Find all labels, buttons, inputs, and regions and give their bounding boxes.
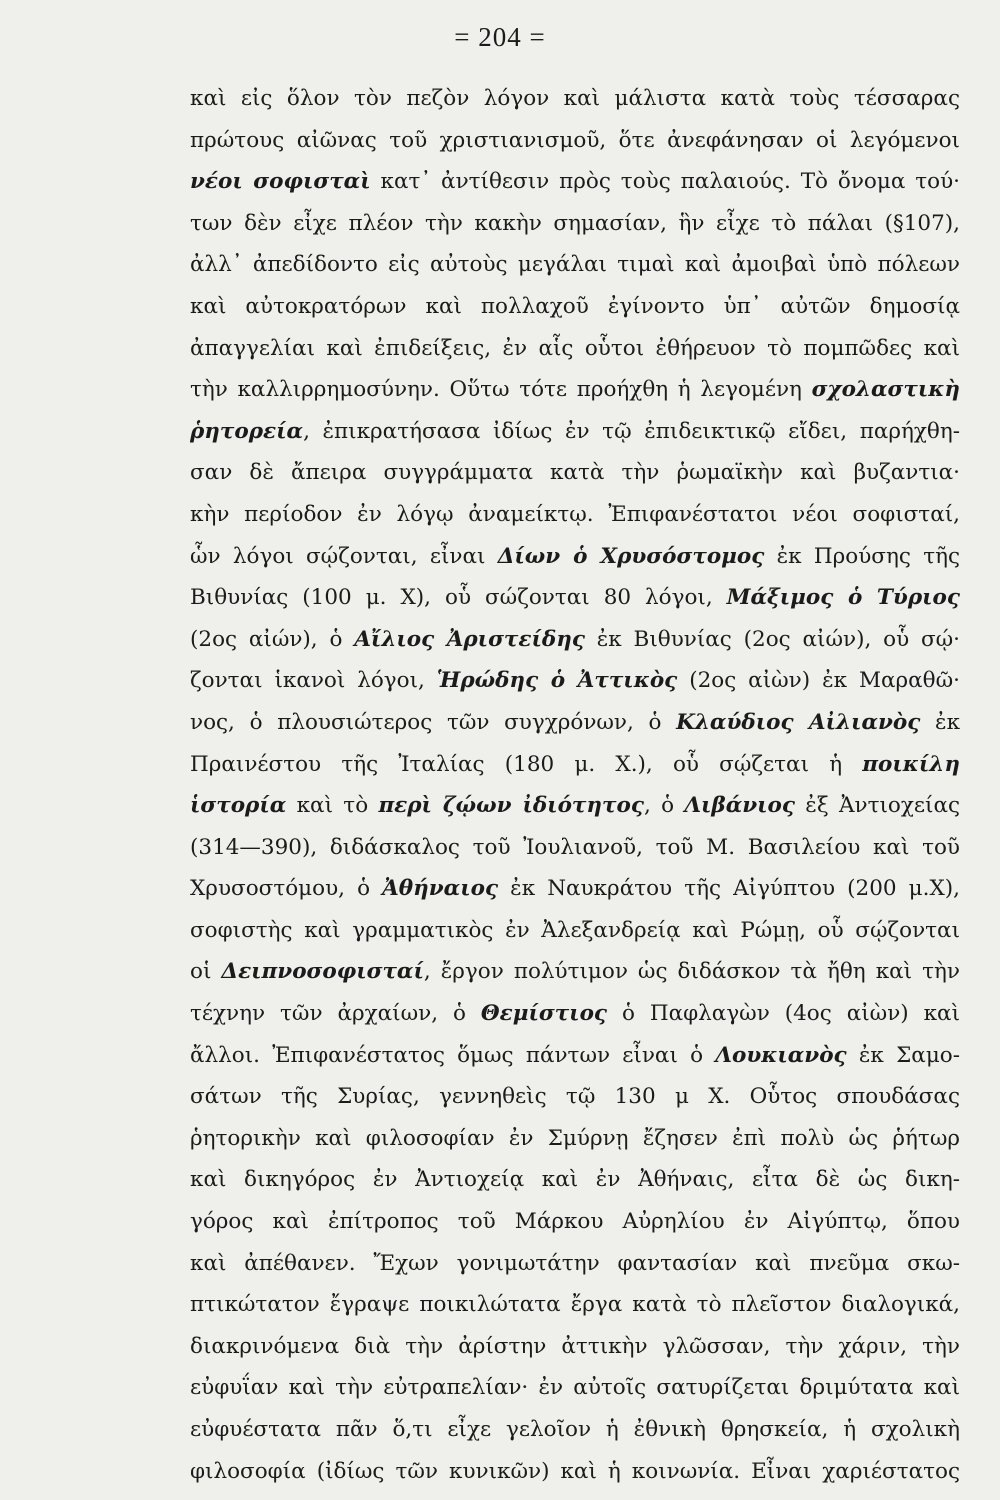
text-run: ἐκ Ναυκράτου τῆς Αἰγύπτου (200 μ.Χ), <box>498 876 960 902</box>
text-line <box>190 1284 960 1326</box>
text-run: Πραινέστου τῆς Ἰταλίας (180 μ. Χ.), οὗ σῴζεται ἡ <box>190 751 863 777</box>
text-line <box>190 78 960 120</box>
text-line <box>190 1201 960 1243</box>
text-run: πτικώτατον ἔγραψε ποικιλώτατα ἔργα κατὰ τὸ πλεῖστον διαλογικά, <box>190 1292 960 1318</box>
emphasized-term: Αἴλιος Ἀριστείδης <box>354 626 585 652</box>
text-run: καὶ τὸ <box>286 793 379 819</box>
text-run: ὧν λόγοι σῴζονται, εἶναι <box>190 543 498 569</box>
text-run: ἀπαγγελίαι καὶ ἐπιδείξεις, ἐν αἷς οὗτοι ἐθήρευον τὸ πομπῶδες καὶ <box>190 335 960 361</box>
text-line <box>190 1118 960 1160</box>
emphasized-term: ποικίλη <box>862 751 960 777</box>
emphasized-term: σχολαστικὴ <box>811 377 960 403</box>
text-line <box>190 411 960 453</box>
emphasized-term: ἱστορία <box>190 793 287 819</box>
text-run: ἐκ Προύσης τῆς <box>764 543 960 569</box>
text-run: πρώτους αἰῶνας τοῦ χριστιανισμοῦ, ὅτε ἀνεφάνησαν οἱ λεγόμενοι <box>190 127 960 153</box>
text-line <box>190 993 960 1035</box>
text-line <box>190 744 960 786</box>
text-line <box>190 120 960 162</box>
text-run: ἐκ <box>920 709 960 735</box>
text-run: εὐφυέστατα πᾶν ὅ,τι εἶχε γελοῖον ἡ ἐθνικὴ θρησκεία, ἡ σχολικὴ <box>190 1417 960 1442</box>
text-run: τέχνην τῶν ἀρχαίων, ὁ <box>190 1001 481 1027</box>
text-run: γόρος καὶ ἐπίτροπος τοῦ Μάρκου Αὐρηλίου ἐν Αἰγύπτῳ, ὅπου <box>190 1209 960 1235</box>
text-run: (2ος αἰών), ὁ <box>190 626 355 652</box>
text-line <box>190 1076 960 1118</box>
text-line <box>190 203 960 245</box>
text-line <box>190 910 960 952</box>
text-line <box>190 244 960 286</box>
emphasized-term: Ἡρώδης ὁ Ἀττικὸς <box>436 668 678 694</box>
text-line <box>190 827 960 869</box>
emphasized-term: Δειπνοσοφισταί <box>221 959 424 985</box>
text-line <box>190 577 960 619</box>
text-line <box>190 494 960 536</box>
text-run: σάτων τῆς Συρίας, γεννηθεὶς τῷ 130 μ Χ. Οὗτος σπουδάσας <box>190 1084 960 1110</box>
emphasized-term: ῥητορεία <box>190 418 304 444</box>
text-run: οἱ <box>190 959 222 985</box>
text-line <box>190 1409 960 1451</box>
text-run: καὶ ἀπέθανεν. Ἔχων γονιμωτάτην φαντασίαν καὶ πνεῦμα σκω- <box>190 1250 960 1276</box>
text-run: καὶ αὐτοκρατόρων καὶ πολλαχοῦ ἐγίνοντο ὑπ᾿ αὐτῶν δημοσίᾳ <box>190 293 960 319</box>
text-run: κὴν περίοδον ἐν λόγῳ ἀναμείκτῳ. Ἐπιφανέστατοι νέοι σοφισταί, <box>190 501 960 527</box>
text-line <box>190 1451 960 1493</box>
text-run: , ἔργον πολύτιμον ὡς διδάσκον τὰ ἤθη καὶ τὴν <box>423 959 960 985</box>
text-line <box>190 1243 960 1285</box>
text-run: των δὲν εἶχε πλέον τὴν κακὴν σημασίαν, ἣν εἶχε τὸ πάλαι (§107), <box>190 210 960 236</box>
text-line <box>190 328 960 370</box>
text-line <box>190 1159 960 1201</box>
text-run: ζονται ἱκανοὶ λόγοι, <box>190 668 437 694</box>
emphasized-term: περὶ ζῴων ἰδιότητος <box>378 793 644 819</box>
text-run: ἐκ Βιθυνίας (2ος αἰών), οὗ σῴ· <box>584 626 960 652</box>
text-run: ὁ Παφλαγὼν (4ος αἰὼν) καὶ <box>607 1001 960 1027</box>
text-line <box>190 536 960 578</box>
text-run: καὶ δικηγόρος ἐν Ἀντιοχείᾳ καὶ ἐν Ἀθήναις, εἶτα δὲ ὡς δικη- <box>190 1167 960 1193</box>
emphasized-term: Μάξιμος ὁ Τύριος <box>726 585 960 611</box>
text-line <box>190 1367 960 1409</box>
text-run: καὶ εἰς ὅλον τὸν πεζὸν λόγον καὶ μάλιστα κατὰ τοὺς τέσσαρας <box>190 86 960 111</box>
text-run: , ἐπικρατήσασα ἰδίως ἐν τῷ ἐπιδεικτικῷ εἴδει, παρήχθη- <box>303 418 960 444</box>
text-run: τὴν καλλιρρημοσύνην. Οὕτω τότε προήχθη ἡ λεγομένη <box>190 377 812 403</box>
text-run: νος, ὁ πλουσιώτερος τῶν συγχρόνων, ὁ <box>190 709 677 735</box>
text-line <box>190 161 960 203</box>
text-run: σοφιστὴς καὶ γραμματικὸς ἐν Ἀλεξανδρείᾳ καὶ Ρώμῃ, οὗ σῴζονται <box>190 917 960 943</box>
text-line <box>190 1035 960 1077</box>
text-line <box>190 452 960 494</box>
text-line <box>190 868 960 910</box>
emphasized-term: Λιβάνιος <box>684 793 795 819</box>
text-line <box>190 369 960 411</box>
text-run: διακρινόμενα διὰ τὴν ἀρίστην ἀττικὴν γλῶσσαν, τὴν χάριν, τὴν <box>190 1333 960 1359</box>
text-line <box>190 660 960 702</box>
text-line <box>190 619 960 661</box>
text-run: Χρυσοστόμου, ὁ <box>190 876 383 902</box>
emphasized-term: νέοι σοφισταὶ <box>190 169 371 195</box>
text-line <box>190 286 960 328</box>
text-run: σαν δὲ ἄπειρα συγγράμματα κατὰ τὴν ῥωμαϊκὴν καὶ βυζαντια· <box>190 460 960 486</box>
text-run: (314—390), διδάσκαλος τοῦ Ἰουλιανοῦ, τοῦ Μ. Βασιλείου καὶ τοῦ <box>190 834 960 860</box>
emphasized-term: Λουκιανὸς <box>715 1042 847 1068</box>
text-run: , ὁ <box>643 793 685 819</box>
text-line <box>190 702 960 744</box>
text-line <box>190 1326 960 1368</box>
text-run: ἐξ Ἀντιοχείας <box>795 793 960 819</box>
text-line <box>190 951 960 993</box>
emphasized-term: Κλαύδιος Αἰλιανὸς <box>676 709 921 735</box>
text-run: κατ᾿ ἀντίθεσιν πρὸς τοὺς παλαιούς. Τὸ ὄνομα τού· <box>370 169 960 195</box>
emphasized-term: Ἀθήναιος <box>382 876 499 902</box>
emphasized-term: Θεμίστιος <box>480 1001 607 1027</box>
text-run: φιλοσοφία (ἰδίως τῶν κυνικῶν) καὶ ἡ κοινωνία. Εἶναι χαριέστατος <box>190 1458 960 1484</box>
body-text <box>190 78 960 1492</box>
text-run: ἀλλ᾿ ἀπεδίδοντο εἰς αὐτοὺς μεγάλαι τιμαὶ καὶ ἀμοιβαὶ ὑπὸ πόλεων <box>190 252 960 278</box>
text-run: ἄλλοι. Ἐπιφανέστατος ὅμως πάντων εἶναι ὁ <box>190 1042 716 1068</box>
text-line <box>190 785 960 827</box>
text-run: εὐφυΐαν καὶ τὴν εὐτραπελίαν· ἐν αὐτοῖς σατυρίζεται δριμύτατα καὶ <box>190 1375 960 1401</box>
text-run: ἐκ Σαμο- <box>846 1042 960 1068</box>
text-run: (2ος αἰὼν) ἐκ Μαραθῶ· <box>677 668 960 694</box>
text-run: ῥητορικὴν καὶ φιλοσοφίαν ἐν Σμύρνῃ ἔζησεν ἐπὶ πολὺ ὡς ῥήτωρ <box>190 1125 960 1151</box>
page-number: = 204 = <box>454 22 546 52</box>
text-run: Βιθυνίας (100 μ. Χ), οὗ σώζονται 80 λόγοι, <box>190 585 727 611</box>
emphasized-term: Δίων ὁ Χρυσόστομος <box>497 543 765 569</box>
